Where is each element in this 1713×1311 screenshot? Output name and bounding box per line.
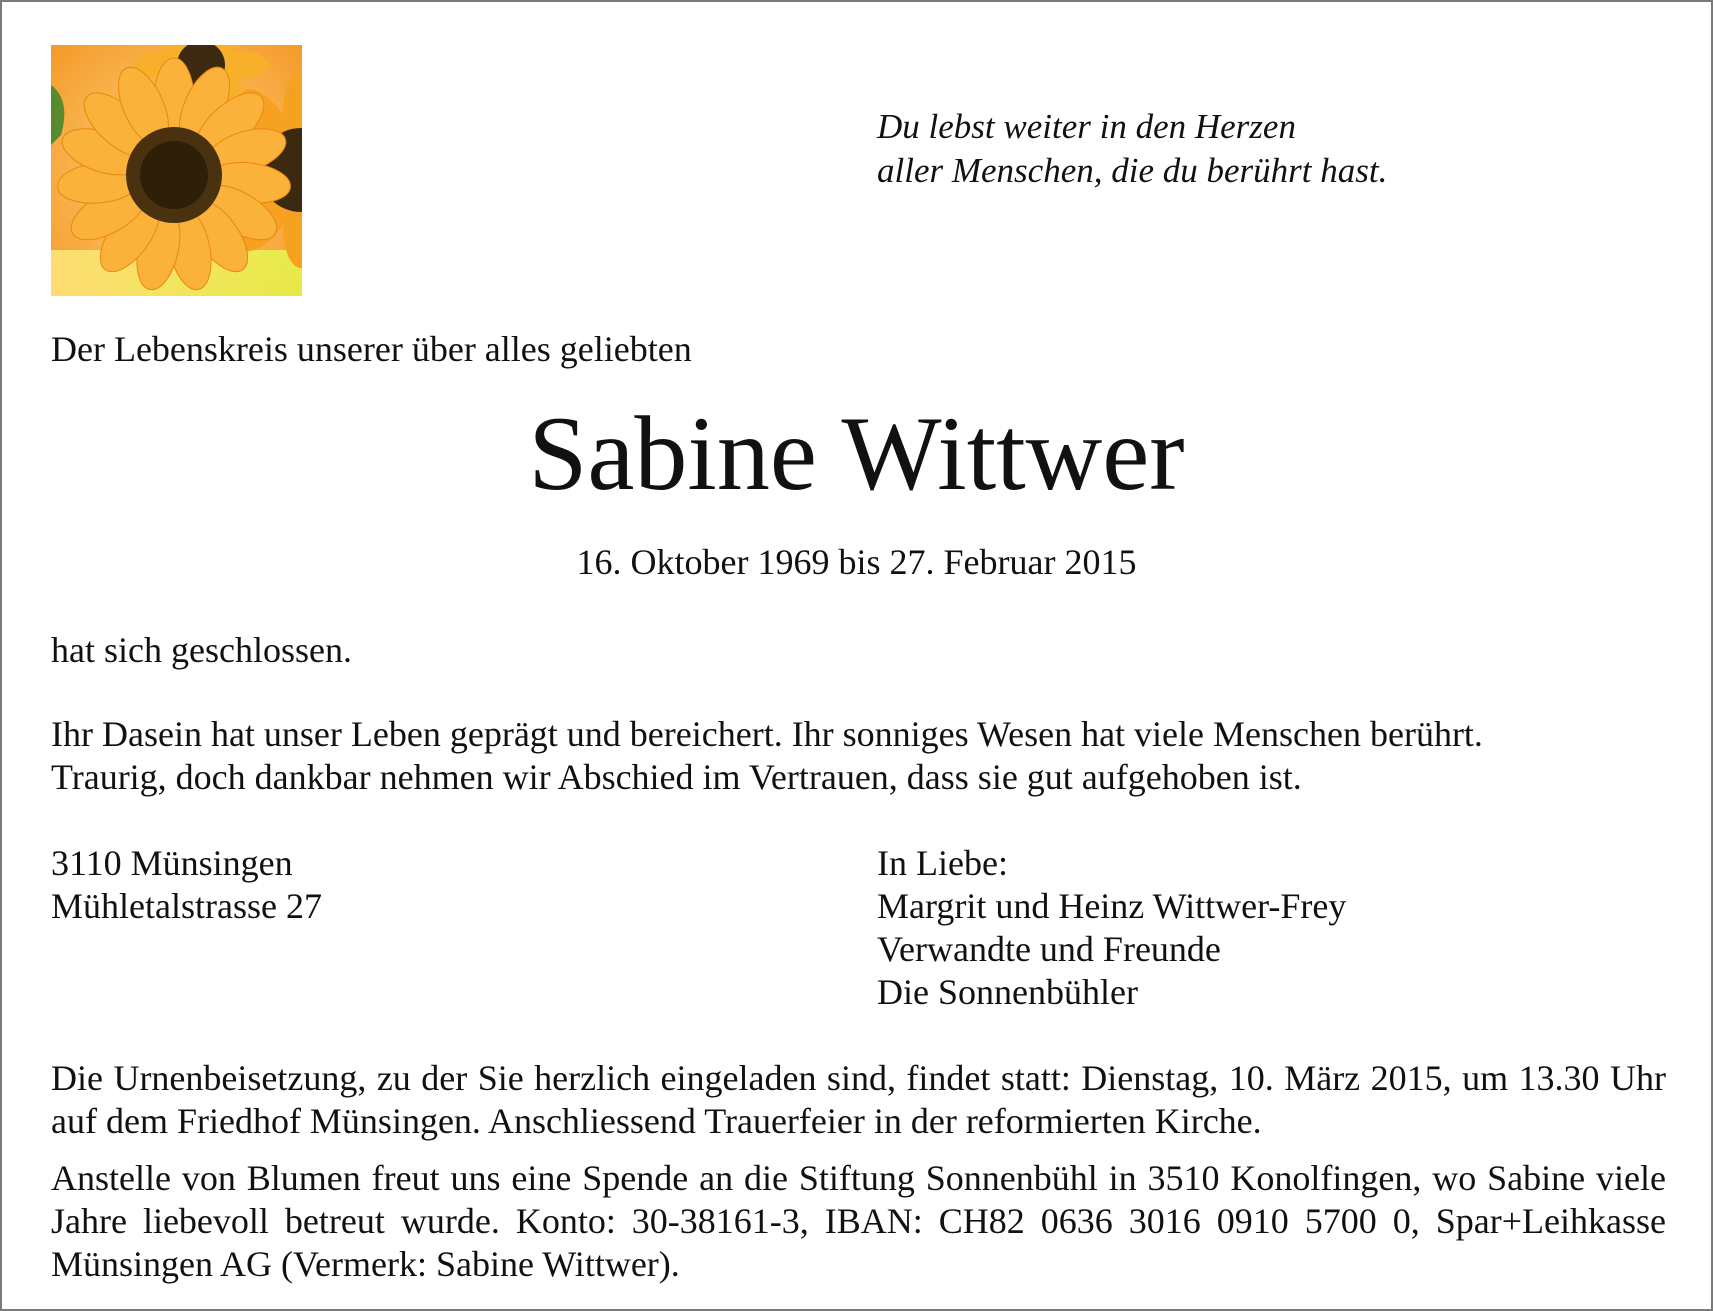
mourners-block xyxy=(877,842,1346,1014)
mourner-1: Margrit und Heinz Wittwer-Frey xyxy=(877,886,1347,926)
mourner-3: Die Sonnenbühler xyxy=(877,972,1138,1012)
tribute-paragraph xyxy=(51,713,1666,799)
memorial-quote xyxy=(877,105,1387,193)
deceased-name: Sabine Wittwer xyxy=(528,395,1185,512)
quote-line-1: Du lebst weiter in den Herzen xyxy=(877,107,1296,146)
mourners-heading: In Liebe: xyxy=(877,843,1008,883)
sunflower-image xyxy=(51,45,302,296)
tribute-line-1: Ihr Dasein hat unser Leben geprägt und bereichert. Ihr sonniges Wesen hat viele Menschen berührt. xyxy=(51,714,1483,754)
burial-paragraph: Die Urnenbeisetzung, zu der Sie herzlich eingeladen sind, findet statt: Dienstag, 10. März 2015, um 13.30 Uhr auf dem Friedhof Münsingen. Anschliessend Trauerfeier in der reformierten Kirche. xyxy=(51,1058,1666,1141)
quote-line-2: aller Menschen, die du berührt hast. xyxy=(877,151,1388,190)
mourner-2: Verwandte und Freunde xyxy=(877,929,1221,969)
address-city: 3110 Münsingen xyxy=(51,843,293,883)
life-dates: 16. Oktober 1969 bis 27. Februar 2015 xyxy=(576,542,1137,582)
address-street: Mühletalstrasse 27 xyxy=(51,886,322,926)
tribute-line-2: Traurig, doch dankbar nehmen wir Abschied im Vertrauen, dass sie gut aufgehoben ist. xyxy=(51,757,1302,797)
donation-paragraph: Anstelle von Blumen freut uns eine Spende an die Stiftung Sonnenbühl in 3510 Konolfingen, wo Sabine viele Jahre liebevoll betreut wurde. Konto: 30-38161-3, IBAN: CH82 0636 3016 0910 5700 0, Spar+Leihkasse Münsingen AG (Vermerk: Sabine Wittwer). xyxy=(51,1158,1666,1284)
address-block xyxy=(51,842,322,928)
closing-text: hat sich geschlossen. xyxy=(51,630,352,670)
intro-text: Der Lebenskreis unserer über alles geliebten xyxy=(51,329,692,369)
